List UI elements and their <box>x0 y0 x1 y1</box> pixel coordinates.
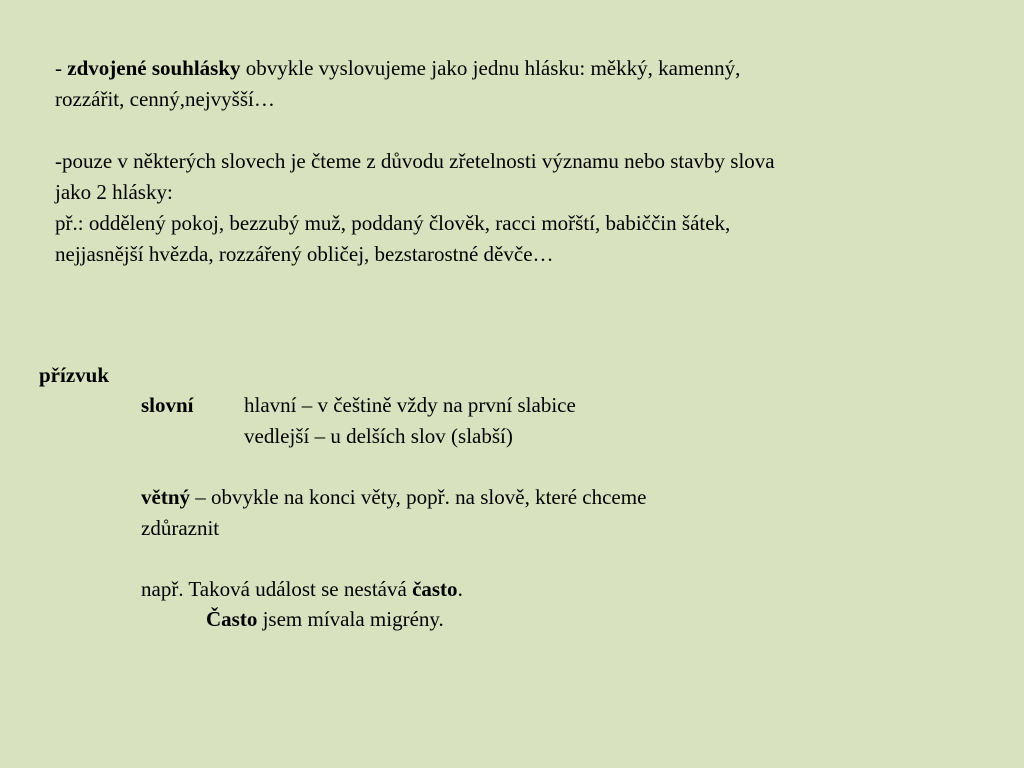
exception-line-1: -pouze v některých slovech je čteme z důvodu zřetelnosti významu nebo stavby slova <box>55 149 775 173</box>
example-suffix: . <box>457 577 463 601</box>
slovni-hlavni: hlavní – v češtině vždy na první slabice <box>244 393 576 417</box>
double-consonants-line-2: rozzářit, cenný,nejvyšší… <box>55 87 275 111</box>
examples-line-1: př.: oddělený pokoj, bezzubý muž, poddaný člověk, racci mořští, babiččin šátek, <box>55 211 731 235</box>
dash: - <box>55 56 68 80</box>
vetny-desc: – obvykle na konci věty, popř. na slově, které chceme <box>190 485 647 509</box>
slovni-vedlejsi: vedlejší – u delších slov (slabší) <box>244 424 513 448</box>
vetny-line-1 <box>141 485 646 509</box>
double-consonants-line-1 <box>55 56 740 80</box>
example-line-1 <box>141 577 463 601</box>
label-slovni <box>141 393 194 417</box>
double-consonants-desc: obvykle vyslovujeme jako jednu hlásku: měkký, kamenný, <box>240 56 741 80</box>
heading-prizvuk <box>39 363 109 387</box>
example-line-2 <box>206 607 444 631</box>
example-bold: často <box>412 577 458 601</box>
heading-prizvuk-text: přízvuk <box>39 363 110 387</box>
examples-line-2: nejjasnější hvězda, rozzářený obličej, bezstarostné děvče… <box>55 242 554 266</box>
example-line-2-bold: Často <box>206 607 258 631</box>
exception-line-2: jako 2 hlásky: <box>55 180 173 204</box>
example-line-2-rest: jsem mívala migrény. <box>257 607 444 631</box>
label-vetny: větný <box>141 485 190 509</box>
vetny-line-2: zdůraznit <box>141 516 220 540</box>
example-prefix: např. Taková událost se nestává <box>141 577 413 601</box>
term-double-consonants: zdvojené souhlásky <box>67 56 241 80</box>
label-slovni-text: slovní <box>141 393 194 417</box>
